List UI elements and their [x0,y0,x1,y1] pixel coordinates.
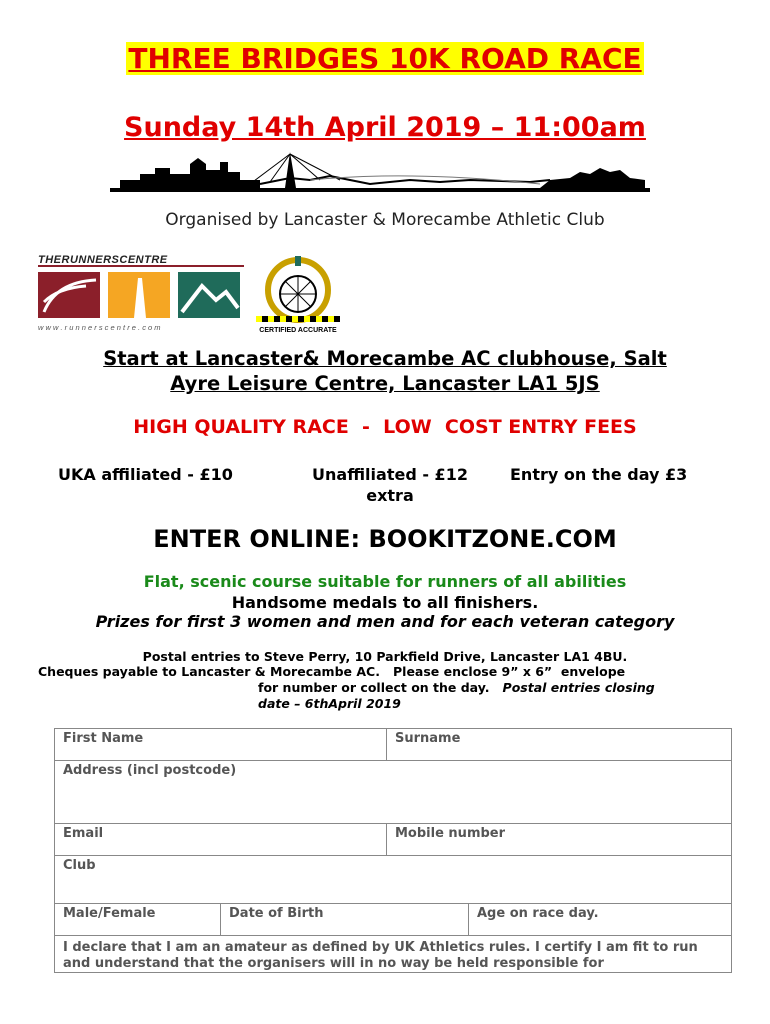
venue-line-2: Ayre Leisure Centre, Lancaster LA1 5JS [170,372,600,395]
surname-field[interactable]: Surname [386,729,731,760]
venue-address [0,346,770,396]
postal-address: Postal entries to Steve Perry, 10 Parkfield Drive, Lancaster LA1 4BU. [142,649,628,664]
event-date: Sunday 14th April 2019 – 11:00am [124,112,646,143]
address-field[interactable]: Address (incl postcode) [63,763,237,778]
fee-unaffiliated: Unaffiliated - £12 extra [312,465,468,505]
first-name-field[interactable]: First Name [63,731,144,746]
club-field[interactable]: Club [63,858,96,873]
cheques-info: Cheques payable to Lancaster & Morecambe AC. Please enclose 9” x 6” envelope [38,664,626,679]
medals-text: Handsome medals to all finishers. [231,593,539,612]
runners-brand-text: THERUNNERSCENTRE [38,254,168,266]
event-title: THREE BRIDGES 10K ROAD RACE [128,42,642,75]
age-field[interactable]: Age on race day. [468,904,731,935]
prizes-text: Prizes for first 3 women and men and for each veteran category [95,612,675,631]
declaration-text: I declare that I am an amateur as defined by UK Athletics rules. I certify I am fit to run and understand that the organisers will in no way be held responsible for [63,940,698,971]
quality-tagline: HIGH QUALITY RACE - LOW COST ENTRY FEES [133,416,637,438]
postal-closing: for number or collect on the day. Postal entries closing date – 6thApril 2019 [258,680,655,711]
fee-on-the-day: Entry on the day £3 [510,465,688,484]
dob-field[interactable]: Date of Birth [220,904,468,935]
entry-form [54,728,732,973]
venue-line-1: Start at Lancaster& Morecambe AC clubhouse, Salt [103,347,667,370]
enter-online-link: ENTER ONLINE: BOOKITZONE.COM [153,525,617,553]
email-field[interactable]: Email [63,826,104,841]
certified-accurate-logo [248,250,348,334]
three-bridges-skyline-image [110,150,650,202]
mobile-field[interactable]: Mobile number [386,824,731,855]
course-description: Flat, scenic course suitable for runners of all abilities [143,572,627,591]
fee-uka: UKA affiliated - £10 [58,465,233,484]
runners-url-text: w w w . r u n n e r s c e n t r e . c o m [38,323,161,332]
runners-centre-logo [36,252,246,334]
certified-caption: CERTIFIED ACCURATE [259,327,337,334]
gender-field[interactable]: Male/Female [63,906,156,921]
organiser-text: Organised by Lancaster & Morecambe Athletic Club [165,210,605,230]
